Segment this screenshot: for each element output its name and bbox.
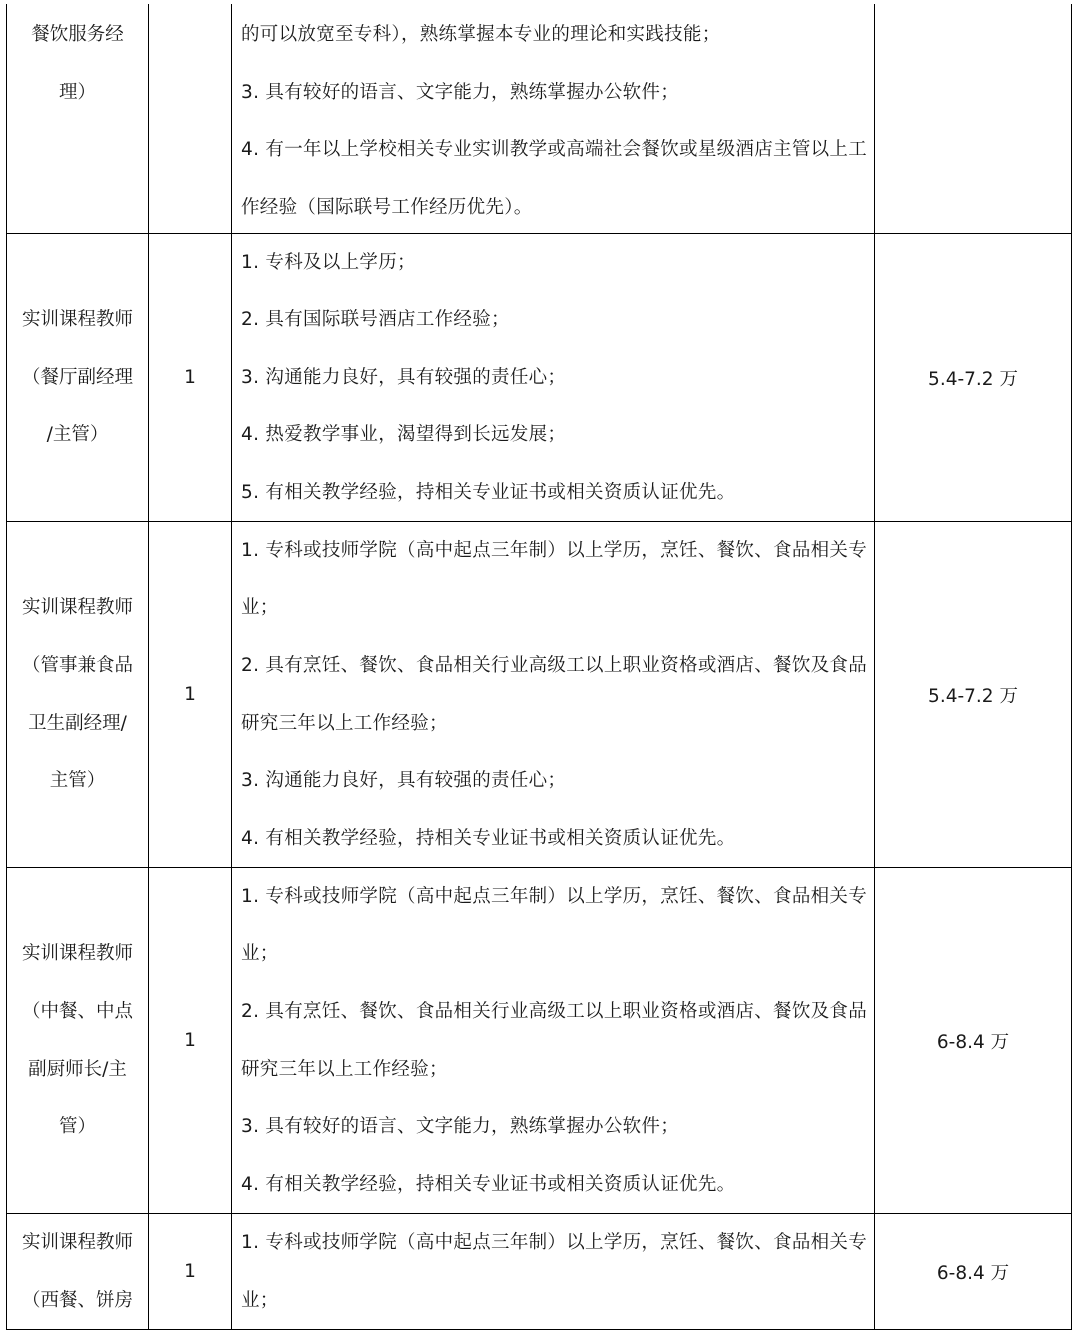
requirement-line: 业； <box>241 943 279 965</box>
count-cell <box>149 522 232 867</box>
position-cell <box>7 522 149 867</box>
position-line: （西餐、饼房 <box>21 1289 133 1311</box>
requirement-line: 4. 有一年以上学校相关专业实训教学或高端社会餐饮或星级酒店主管以上工 <box>241 139 868 161</box>
requirement-line: 3. 具有较好的语言、文字能力，熟练掌握办公软件； <box>241 81 680 103</box>
position-line: /主管） <box>46 424 109 446</box>
position-line: 主管） <box>49 770 106 792</box>
salary-cell <box>875 868 1071 1213</box>
requirement-line: 业； <box>241 1289 279 1311</box>
salary-value: 5.4-7.2 万 <box>928 368 1018 390</box>
position-line: 管） <box>58 1116 96 1138</box>
requirements-cell <box>232 522 875 867</box>
position-line: 卫生副经理/ <box>28 712 127 734</box>
salary-value: 5.4-7.2 万 <box>928 685 1018 707</box>
position-cell <box>7 234 149 521</box>
requirement-line: 2. 具有国际联号酒店工作经验； <box>241 309 510 331</box>
position-cell <box>7 868 149 1213</box>
requirement-line: 5. 有相关教学经验，持相关专业证书或相关资质认证优先。 <box>241 481 736 503</box>
requirement-line: 3. 沟通能力良好，具有较强的责任心； <box>241 366 567 388</box>
requirement-line: 2. 具有烹饪、餐饮、食品相关行业高级工以上职业资格或酒店、餐饮及食品 <box>241 654 868 676</box>
count-cell <box>149 1214 232 1329</box>
position-line: 实训课程教师 <box>21 1231 133 1253</box>
requirement-line: 的可以放宽至专科），熟练掌握本专业的理论和实践技能； <box>241 24 721 45</box>
requirement-line: 4. 有相关教学经验，持相关专业证书或相关资质认证优先。 <box>241 1173 736 1195</box>
count-value: 1 <box>184 684 196 705</box>
count-cell <box>149 234 232 521</box>
count-value: 1 <box>184 1261 196 1282</box>
position-line: （中餐、中点 <box>21 1000 133 1022</box>
position-line: （管事兼食品 <box>21 654 133 676</box>
table-row <box>6 522 1072 868</box>
requirement-line: 3. 沟通能力良好，具有较强的责任心； <box>241 770 567 792</box>
requirement-line: 1. 专科或技师学院（高中起点三年制）以上学历，烹饪、餐饮、食品相关专 <box>241 1231 868 1253</box>
count-value: 1 <box>184 367 196 388</box>
requirements-cell <box>232 868 875 1213</box>
table-row <box>6 4 1072 234</box>
salary-cell <box>875 234 1071 521</box>
requirements-cell <box>232 1214 875 1329</box>
count-value: 1 <box>184 1030 196 1051</box>
position-line: 餐饮服务经 <box>31 24 124 45</box>
requirements-cell <box>232 234 875 521</box>
count-cell <box>149 4 232 233</box>
position-cell <box>7 4 149 233</box>
count-cell <box>149 868 232 1213</box>
requirement-line: 1. 专科或技师学院（高中起点三年制）以上学历，烹饪、餐饮、食品相关专 <box>241 539 868 561</box>
requirement-line: 业； <box>241 597 279 619</box>
requirement-line: 研究三年以上工作经验； <box>241 712 448 734</box>
salary-value: 6-8.4 万 <box>936 1031 1010 1053</box>
salary-value: 6-8.4 万 <box>936 1262 1010 1284</box>
position-line: 实训课程教师 <box>21 943 133 965</box>
requirement-line: 1. 专科及以上学历； <box>241 251 416 273</box>
requirement-line: 研究三年以上工作经验； <box>241 1058 448 1080</box>
position-line: 实训课程教师 <box>21 597 133 619</box>
requirements-cell <box>232 4 875 233</box>
requirement-line: 2. 具有烹饪、餐饮、食品相关行业高级工以上职业资格或酒店、餐饮及食品 <box>241 1000 868 1022</box>
salary-cell <box>875 4 1071 233</box>
requirement-line: 3. 具有较好的语言、文字能力，熟练掌握办公软件； <box>241 1116 680 1138</box>
position-line: 副厨师长/主 <box>28 1058 127 1080</box>
position-line: 实训课程教师 <box>21 309 133 331</box>
requirement-line: 1. 专科或技师学院（高中起点三年制）以上学历，烹饪、餐饮、食品相关专 <box>241 885 868 907</box>
requirement-line: 4. 热爱教学事业，渴望得到长远发展； <box>241 424 567 446</box>
position-line: 理） <box>58 81 96 103</box>
requirement-line: 作经验（国际联号工作经历优先）。 <box>241 196 533 218</box>
table-row <box>6 1214 1072 1330</box>
table-row <box>6 868 1072 1214</box>
position-cell <box>7 1214 149 1329</box>
table-row <box>6 234 1072 522</box>
salary-cell <box>875 522 1071 867</box>
salary-cell <box>875 1214 1071 1329</box>
recruitment-table <box>6 4 1072 1330</box>
position-line: （餐厅副经理 <box>21 366 133 388</box>
requirement-line: 4. 有相关教学经验，持相关专业证书或相关资质认证优先。 <box>241 827 736 849</box>
